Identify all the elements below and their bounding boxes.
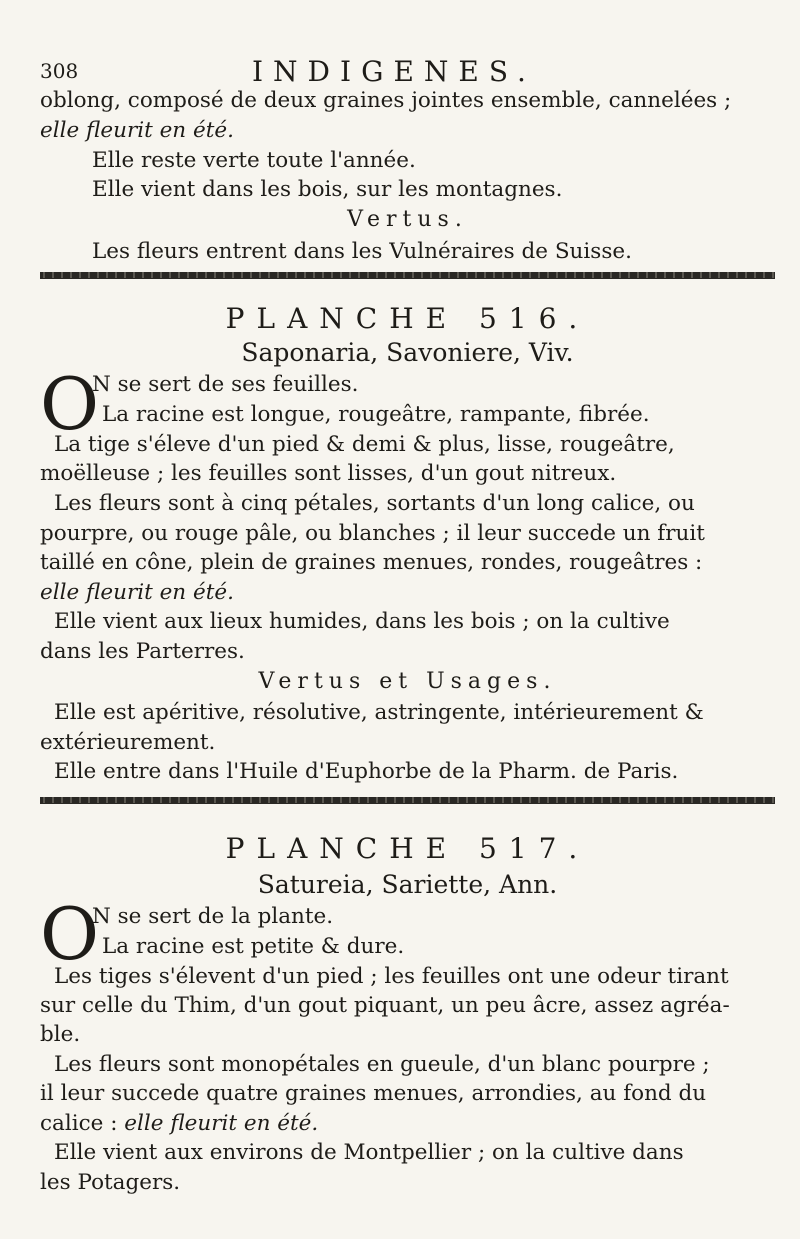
plate-title: PLANCHE 517. (225, 832, 590, 865)
text-line: moëlleuse ; les feuilles sont lisses, d'un gout nitreux. (40, 461, 617, 486)
text-line: Elle est apéritive, résolutive, astringente, intérieurement & (54, 700, 704, 725)
text-line: Elle vient dans les bois, sur les montagnes. (92, 177, 563, 202)
text-line: il leur succede quatre graines menues, arrondies, au fond du (40, 1081, 707, 1106)
text-line: Les tiges s'élevent d'un pied ; les feuilles ont une odeur tirant (54, 964, 729, 989)
text-line: extérieurement. (40, 730, 216, 755)
section-heading: Vertus. (347, 207, 468, 232)
plate-subtitle: Saponaria, Savoniere, Viv. (241, 338, 574, 367)
text-line: La racine est longue, rougeâtre, rampante, fibrée. (102, 402, 650, 427)
plate-title: PLANCHE 516. (225, 302, 590, 335)
text-line: les Potagers. (40, 1170, 181, 1195)
text-line: La racine est petite & dure. (102, 934, 405, 959)
text-line: Elle vient aux lieux humides, dans les bois ; on la cultive (54, 609, 670, 634)
text-line: Les fleurs sont à cinq pétales, sortants d'un long calice, ou (54, 491, 695, 516)
text-line: Elle entre dans l'Huile d'Euphorbe de la Pharm. de Paris. (54, 759, 679, 784)
text-line (40, 578, 775, 608)
ornamental-rule (40, 797, 775, 804)
running-title: INDIGENES. (252, 55, 536, 88)
text-line: N se sert de la plante. (92, 904, 334, 929)
text-line: Les fleurs sont monopétales en gueule, d'un blanc pourpre ; (54, 1052, 710, 1077)
text-fragment: calice : (40, 1111, 125, 1136)
text-line: pourpre, ou rouge pâle, ou blanches ; il leur succede un fruit (40, 521, 705, 546)
text-line: ble. (40, 1022, 81, 1047)
italic-text: elle fleurit en été. (40, 580, 234, 605)
ornamental-rule (40, 272, 775, 279)
page-header (40, 55, 775, 87)
drop-cap: O (40, 892, 100, 976)
italic-text: elle fleurit en été. (40, 118, 234, 143)
text-line: Les fleurs entrent dans les Vulnéraires de Suisse. (92, 239, 632, 264)
text-line: La tige s'éleve d'un pied & demi & plus, lisse, rougeâtre, (54, 432, 675, 457)
text-line: Elle reste verte toute l'année. (92, 148, 416, 173)
drop-cap: O (40, 362, 100, 446)
text-line: taillé en cône, plein de graines menues, rondes, rougeâtres : (40, 550, 703, 575)
plate-subtitle: Satureia, Sariette, Ann. (257, 870, 558, 899)
text-line (40, 116, 775, 146)
text-line (40, 1109, 775, 1139)
page-number: 308 (40, 59, 79, 83)
text-line: N se sert de ses feuilles. (92, 372, 359, 397)
text-line: dans les Parterres. (40, 639, 245, 664)
text-line: oblong, composé de deux graines jointes ensemble, cannelées ; (40, 88, 732, 113)
section-heading: Vertus et Usages. (258, 669, 557, 694)
italic-text: elle fleurit en été. (124, 1111, 319, 1136)
text-line: Elle vient aux environs de Montpellier ; on la cultive dans (54, 1140, 684, 1165)
text-line: sur celle du Thim, d'un gout piquant, un peu âcre, assez agréa- (40, 993, 730, 1018)
